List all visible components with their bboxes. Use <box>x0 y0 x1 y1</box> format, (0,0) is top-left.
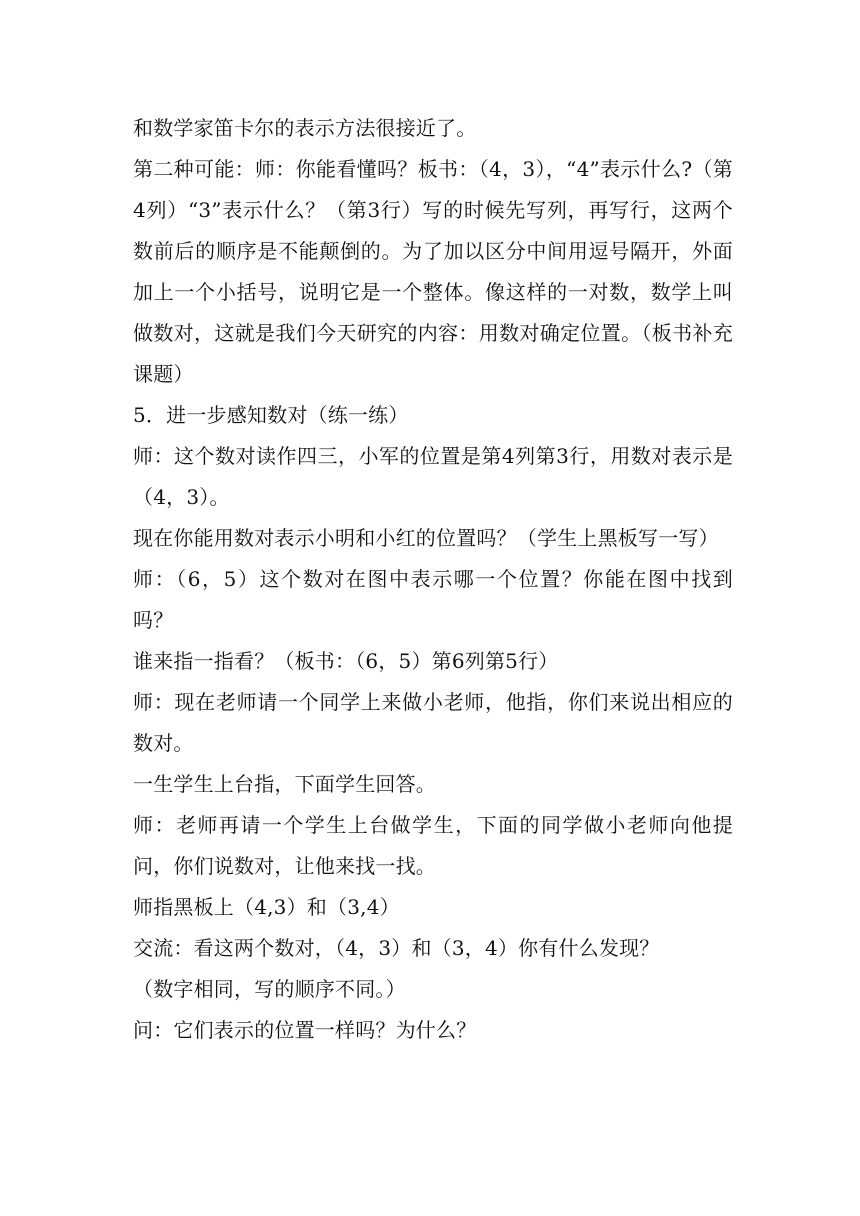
paragraph-blackboard: 师指黑板上（4,3）和（3,4） <box>133 895 400 919</box>
paragraph-discussion: 交流：看这两个数对，（4，3）和（3，4）你有什么发现？ <box>133 936 660 960</box>
paragraph-who-points: 谁来指一指看？（板书：（6，5）第6列第5行） <box>133 649 559 673</box>
paragraph-observation: （数字相同，写的顺序不同。） <box>133 977 406 1001</box>
paragraph-represent-positions: 现在你能用数对表示小明和小红的位置吗？（学生上黑板写一写） <box>133 526 719 550</box>
document-body <box>133 108 733 1051</box>
paragraph-second-possibility: 第二种可能：师：你能看懂吗？板书：（4，3），“4”表示什么?（第4列）“3”表示什么？（第3行）写的时候先写列，再写行，这两个数前后的顺序是不能颠倒的。为了加以区分中间用逗号隔开，外面加上一个小括号，说明它是一个整体。像这样的一对数，数学上叫做数对，这就是我们今天研究的内容：用数对确定位置。（板书补充课题） <box>133 157 733 386</box>
paragraph-read-pair: 师：这个数对读作四三，小军的位置是第4列第3行，用数对表示是（4，3）。 <box>133 444 733 509</box>
paragraph-student-points: 一生学生上台指，下面学生回答。 <box>133 772 436 796</box>
paragraph-little-teacher: 师：现在老师请一个同学上来做小老师，他指，你们来说出相应的数对。 <box>133 690 733 755</box>
paragraph-student-asks: 师：老师再请一个学生上台做学生，下面的同学做小老师向他提问，你们说数对，让他来找一找。 <box>133 813 733 878</box>
paragraph-descartes: 和数学家笛卡尔的表示方法很接近了。 <box>133 116 477 140</box>
paragraph-question: 问：它们表示的位置一样吗？为什么？ <box>133 1018 477 1042</box>
paragraph-find-pair: 师：（6，5）这个数对在图中表示哪一个位置？你能在图中找到吗？ <box>133 567 733 632</box>
section-heading-practice: 5．进一步感知数对（练一练） <box>133 403 409 427</box>
